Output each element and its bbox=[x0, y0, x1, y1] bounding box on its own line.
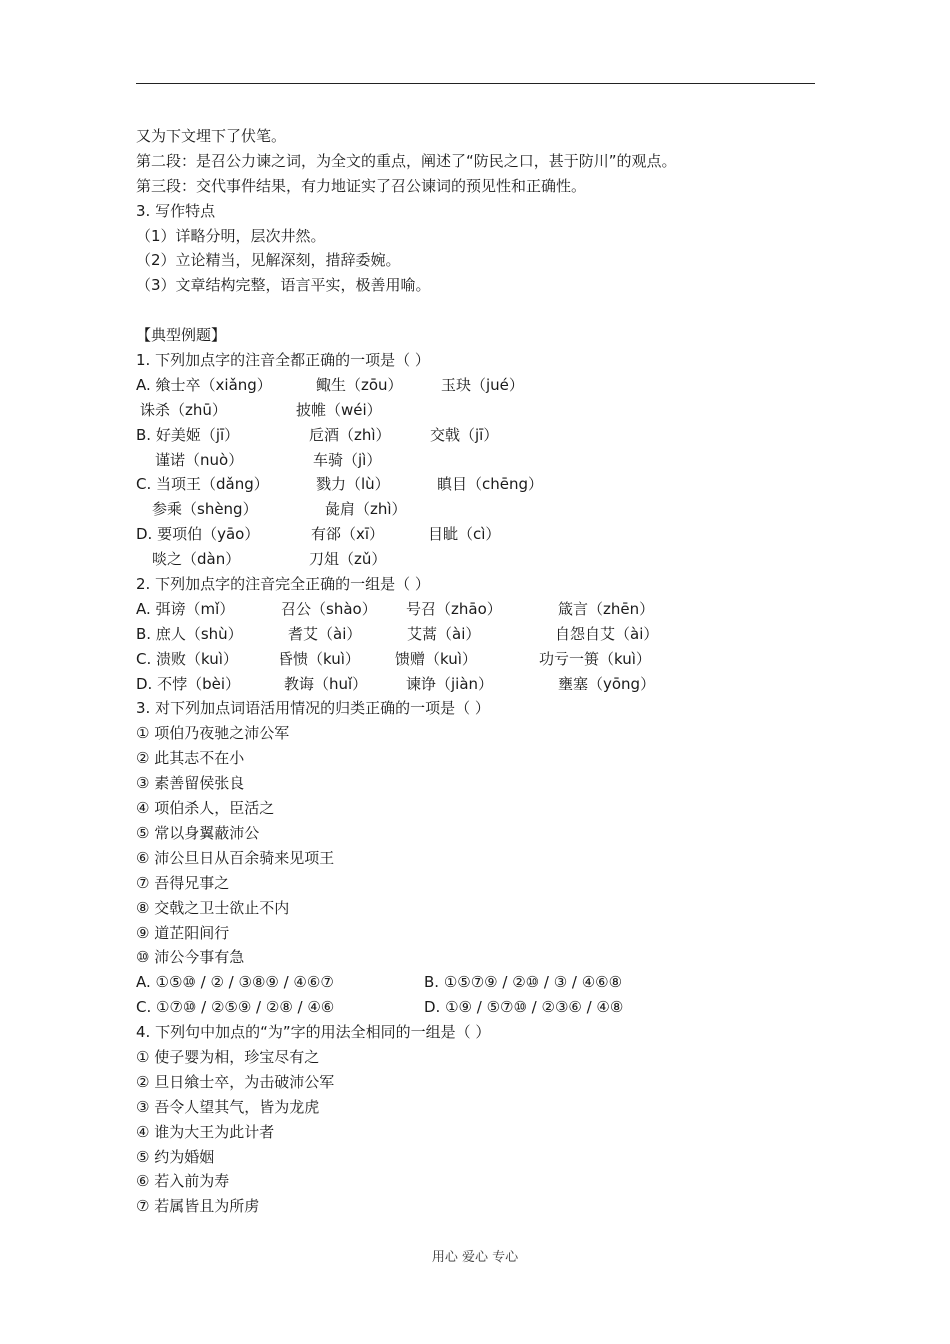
option-cell: D. 不悖（bèi） bbox=[136, 674, 241, 693]
q3-item: ⑦ 吾得兄事之 bbox=[136, 873, 230, 892]
option-cell: D. ①⑨ / ⑤⑦⑩ / ②③⑥ / ④⑧ bbox=[424, 998, 624, 1017]
page-footer: 用心 爱心 专心 bbox=[431, 1250, 519, 1265]
option-cell: C. 当项王（dǎng） bbox=[136, 475, 269, 494]
q3-item: ⑧ 交戟之卫士欲止不内 bbox=[136, 898, 290, 917]
header-rule bbox=[136, 83, 815, 84]
option-cell: 目眦（cì） bbox=[428, 525, 501, 544]
option-cell: 参乘（shèng） bbox=[152, 500, 258, 519]
option-cell: 召公（shào） bbox=[281, 599, 377, 618]
q4-item: ⑥ 若入前为寿 bbox=[136, 1172, 230, 1191]
option-cell: 诛杀（zhū） bbox=[140, 400, 227, 419]
q2-stem: 2. 下列加点字的注音完全正确的一组是（ ） bbox=[136, 575, 430, 594]
q1-option-b-row2 bbox=[136, 448, 826, 473]
q2-option-d bbox=[136, 672, 826, 697]
q1-option-a-row2 bbox=[136, 398, 826, 423]
q3-item: ⑥ 沛公旦日从百余骑来见项王 bbox=[136, 848, 335, 867]
option-cell: 号召（zhāo） bbox=[406, 599, 502, 618]
option-cell: 啖之（dàn） bbox=[152, 550, 241, 569]
option-cell: 卮酒（zhì） bbox=[309, 425, 391, 444]
option-cell: 戮力（lù） bbox=[316, 475, 390, 494]
option-cell: B. 庶人（shù） bbox=[136, 624, 243, 643]
option-cell: 交戟（jī） bbox=[430, 425, 499, 444]
option-cell: 教诲（huǐ） bbox=[284, 674, 368, 693]
option-cell: B. ①⑤⑦⑨ / ②⑩ / ③ / ④⑥⑧ bbox=[424, 973, 623, 992]
q1-stem: 1. 下列加点字的注音全都正确的一项是（ ） bbox=[136, 351, 430, 370]
q3-item: ② 此其志不在小 bbox=[136, 749, 245, 768]
option-cell: 自怨自艾（ài） bbox=[555, 624, 659, 643]
option-cell: 艾蒿（ài） bbox=[407, 624, 481, 643]
option-cell: 壅塞（yōng） bbox=[558, 674, 656, 693]
q3-options-cd bbox=[136, 995, 826, 1020]
q4-stem: 4. 下列句中加点的“为”字的用法全相同的一组是（ ） bbox=[136, 1023, 491, 1042]
text-line: 又为下文埋下了伏笔。 bbox=[136, 127, 287, 145]
option-cell: A. 飨士卒（xiǎng） bbox=[136, 375, 272, 394]
blank-line bbox=[136, 298, 826, 323]
option-cell: C. 溃败（kuì） bbox=[136, 649, 238, 668]
text-line: （1）详略分明，层次井然。 bbox=[136, 226, 326, 245]
option-cell: 谏诤（jiàn） bbox=[406, 674, 494, 693]
q3-item: ③ 素善留侯张良 bbox=[136, 774, 245, 793]
q1-option-d-row2 bbox=[136, 547, 826, 572]
q2-option-a bbox=[136, 597, 826, 622]
option-cell: 有郤（xī） bbox=[311, 525, 385, 544]
q3-item: ⑤ 常以身翼蔽沛公 bbox=[136, 823, 260, 842]
q2-option-b bbox=[136, 622, 826, 647]
option-cell: A. ①⑤⑩ / ② / ③⑧⑨ / ④⑥⑦ bbox=[136, 973, 334, 992]
option-cell: 耆艾（ài） bbox=[288, 624, 362, 643]
option-cell: 玉玦（jué） bbox=[441, 375, 524, 394]
option-cell: D. 要项伯（yāo） bbox=[136, 525, 260, 544]
text-line: 第三段：交代事件结果，有力地证实了召公谏词的预见性和正确性。 bbox=[136, 176, 587, 195]
q4-item: ③ 吾令人望其气，皆为龙虎 bbox=[136, 1097, 320, 1116]
option-cell: 功亏一篑（kuì） bbox=[539, 649, 651, 668]
section-title: 【典型例题】 bbox=[136, 326, 227, 345]
text-line: （3）文章结构完整，语言平实，极善用喻。 bbox=[136, 276, 431, 295]
option-cell: B. 好美姬（jī） bbox=[136, 425, 240, 444]
q3-item: ⑨ 道芷阳间行 bbox=[136, 923, 230, 942]
q2-option-c bbox=[136, 647, 826, 672]
option-cell: 昏愦（kuì） bbox=[278, 649, 360, 668]
q1-option-c-row1 bbox=[136, 472, 826, 497]
option-cell: 车骑（jì） bbox=[313, 450, 382, 469]
q4-item: ④ 谁为大王为此计者 bbox=[136, 1122, 275, 1141]
text-line: 第二段：是召公力谏之词，为全文的重点，阐述了“防民之口，甚于防川”的观点。 bbox=[136, 151, 677, 170]
q3-item: ④ 项伯杀人，臣活之 bbox=[136, 799, 275, 818]
option-cell: 馈赠（kuì） bbox=[395, 649, 477, 668]
option-cell: 箴言（zhēn） bbox=[558, 599, 655, 618]
option-cell: A. 弭谤（mǐ） bbox=[136, 599, 235, 618]
q3-item: ① 项伯乃夜驰之沛公军 bbox=[136, 724, 290, 743]
option-cell: 鲰生（zōu） bbox=[316, 375, 403, 394]
q1-option-d-row1 bbox=[136, 522, 826, 547]
q4-item: ① 使子婴为相，珍宝尽有之 bbox=[136, 1047, 320, 1066]
q3-options-ab bbox=[136, 970, 826, 995]
document-body bbox=[136, 124, 826, 1219]
option-cell: 披帷（wéi） bbox=[296, 400, 382, 419]
option-cell: 瞋目（chēng） bbox=[437, 475, 544, 494]
q4-item: ⑤ 约为婚姻 bbox=[136, 1147, 215, 1166]
q4-item: ⑦ 若属皆且为所虏 bbox=[136, 1197, 260, 1216]
q3-item: ⑩ 沛公今事有急 bbox=[136, 948, 245, 967]
text-line: 3. 写作特点 bbox=[136, 201, 216, 220]
option-cell: 刀俎（zǔ） bbox=[309, 550, 387, 569]
text-line: （2）立论精当，见解深刻，措辞委婉。 bbox=[136, 251, 401, 270]
q3-stem: 3. 对下列加点词语活用情况的归类正确的一项是（ ） bbox=[136, 699, 490, 718]
q1-option-b-row1 bbox=[136, 423, 826, 448]
q4-item: ② 旦日飨士卒，为击破沛公军 bbox=[136, 1072, 335, 1091]
q1-option-c-row2 bbox=[136, 497, 826, 522]
option-cell: C. ①⑦⑩ / ②⑤⑨ / ②⑧ / ④⑥ bbox=[136, 998, 335, 1017]
option-cell: 谨诺（nuò） bbox=[155, 450, 244, 469]
q1-option-a-row1 bbox=[136, 373, 826, 398]
option-cell: 彘肩（zhì） bbox=[325, 500, 407, 519]
